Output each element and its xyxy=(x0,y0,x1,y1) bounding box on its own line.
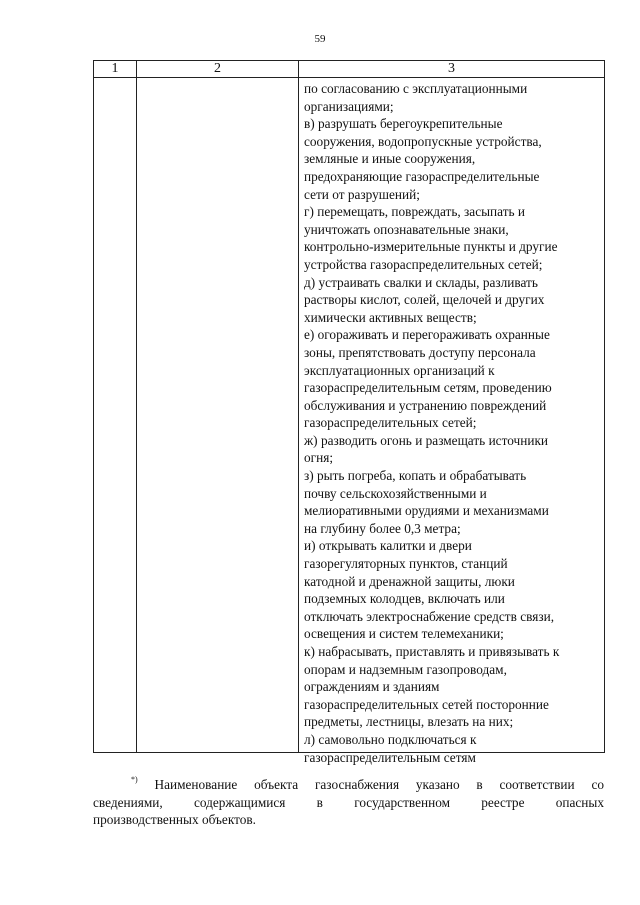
footnote-line-3: производственных объектов. xyxy=(93,812,256,828)
text-line: в) разрушать берегоукрепительные xyxy=(304,116,503,132)
text-line: обслуживания и устранению повреждений xyxy=(304,397,547,413)
table-cell-col2 xyxy=(137,78,299,753)
text-line: зоны, препятствовать доступу персонала xyxy=(304,344,536,360)
text-line: ж) разводить огонь и размещать источники xyxy=(304,432,549,448)
text-line: контрольно-измерительные пункты и другие xyxy=(304,239,558,255)
footnote-line-1 xyxy=(93,776,604,794)
table-cell-col1 xyxy=(94,78,137,753)
text-line: по согласованию с эксплуатационными xyxy=(304,81,528,96)
text-line: газораспределительным сетям xyxy=(304,749,476,765)
footnote-line-2: сведениями, содержащимися в государственном реестре опасных xyxy=(93,794,604,810)
text-line: л) самовольно подключаться к xyxy=(304,731,477,747)
text-line: эксплуатационных организаций к xyxy=(304,362,495,378)
table-cell-col3 xyxy=(299,78,605,765)
text-line: опорам и надземным газопроводам, xyxy=(304,661,507,677)
text-line: растворы кислот, солей, щелочей и других xyxy=(304,292,545,308)
text-line: ограждениям и зданиям xyxy=(304,679,440,695)
column-header-3: 3 xyxy=(299,61,605,78)
text-line: е) огораживать и перегораживать охранные xyxy=(304,327,550,343)
text-line: отключать электроснабжение средств связи, xyxy=(304,608,555,624)
column-header-1: 1 xyxy=(94,61,137,78)
page-number: 59 xyxy=(314,33,326,45)
text-line: сети от разрушений; xyxy=(304,186,420,202)
text-line: сооружения, водопропускные устройства, xyxy=(304,133,542,149)
text-line: газораспределительных сетей; xyxy=(304,415,477,431)
text-line: г) перемещать, повреждать, засыпать и xyxy=(304,204,526,220)
text-line: предохраняющие газораспределительные xyxy=(304,168,540,184)
text-line: з) рыть погреба, копать и обрабатывать xyxy=(304,468,527,484)
text-line: на глубину более 0,3 метра; xyxy=(304,520,461,536)
footnote xyxy=(93,776,604,829)
footnote-line-1-text: Наименование объекта газоснабжения указано в соответствии со xyxy=(154,777,604,792)
text-line: газораспределительным сетям, проведению xyxy=(304,380,552,396)
text-line: и) открывать калитки и двери xyxy=(304,538,472,554)
text-line: земляные и иные сооружения, xyxy=(304,151,476,167)
text-line: почву сельскохозяйственными и xyxy=(304,485,487,501)
text-line: химически активных веществ; xyxy=(304,309,477,325)
document-table xyxy=(93,60,605,765)
text-line: огня; xyxy=(304,450,334,466)
text-line: организациями; xyxy=(304,98,394,114)
text-line: д) устраивать свалки и склады, разливать xyxy=(304,274,538,290)
text-line: предметы, лестницы, влезать на них; xyxy=(304,714,514,730)
text-line: освещения и систем телемеханики; xyxy=(304,626,504,642)
text-line: устройства газораспределительных сетей; xyxy=(304,256,543,272)
text-line: газорегуляторных пунктов, станций xyxy=(304,556,508,572)
text-line: подземных колодцев, включать или xyxy=(304,591,505,607)
restrictions-text xyxy=(299,78,604,765)
text-line: уничтожать опознавательные знаки, xyxy=(304,221,509,237)
table-row xyxy=(94,78,605,753)
column-header-2: 2 xyxy=(137,61,299,78)
text-line: катодной и дренажной защиты, люки xyxy=(304,573,515,589)
footnote-marker: *) xyxy=(131,775,138,784)
text-line: мелиоративными орудиями и механизмами xyxy=(304,503,549,519)
text-line: газораспределительных сетей посторонние xyxy=(304,696,549,712)
table-header-row xyxy=(94,61,605,78)
text-line: к) набрасывать, приставлять и привязывать к xyxy=(304,644,560,659)
